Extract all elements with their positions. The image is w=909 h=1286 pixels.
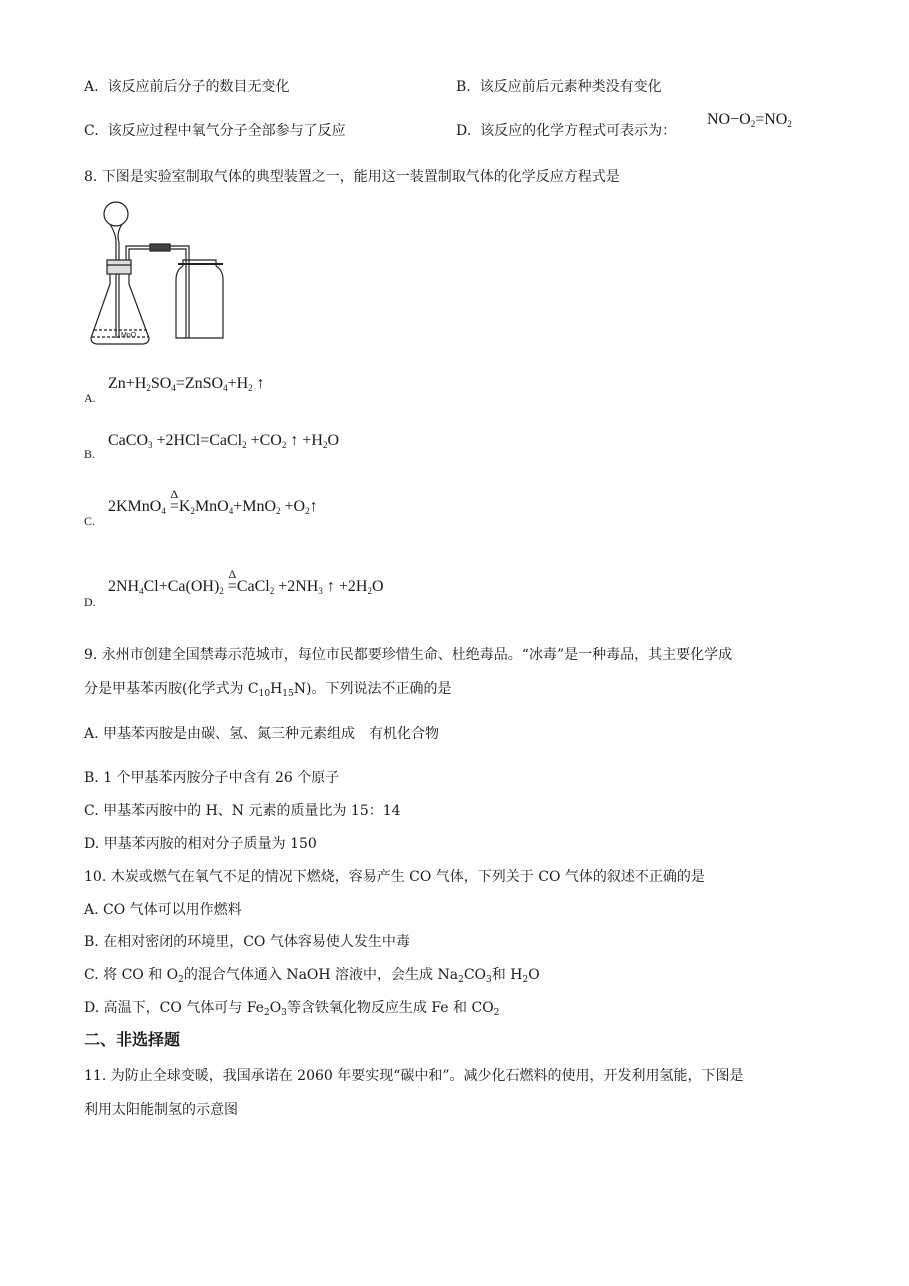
- q10-option-b: B. 在相对密闭的环境里，CO 气体容易使人发生中毒: [84, 934, 410, 950]
- mno2-label: MnO: [121, 332, 137, 339]
- q9-option-d: D. 甲基苯丙胺的相对分子质量为 150: [84, 836, 317, 852]
- section-heading: 二、非选择题: [84, 1030, 181, 1049]
- heat-condition-equals: Δ =: [227, 567, 237, 595]
- q8-option-d-label: D.: [84, 595, 96, 609]
- q10-stem: 10. 木炭或燃气在氧气不足的情况下燃烧，容易产生 CO 气体，下列关于 CO 气体的叙述不正确的是: [84, 869, 705, 885]
- q8-option-d-equation: $2NH_4Cl+Ca(OH)_2$ Δ =CaCl$_2$ $+2NH_3$ ↑ $+2H_2O$: [108, 567, 384, 596]
- q9-stem-line1: 9. 永州市创建全国禁毒示范城市，每位市民都要珍惜生命、杜绝毒品。“冰毒”是一种毒品，其主要化学成: [84, 647, 733, 663]
- q8-option-b-label: B.: [84, 447, 96, 461]
- q8-stem: 8. 下图是实验室制取气体的典型装置之一，能用这一装置制取气体的化学反应方程式是: [84, 169, 620, 185]
- q8-option-a-equation: $Zn+H_2SO_4=ZnSO_4+H_2$ ↑: [108, 375, 265, 393]
- gas-apparatus-figure: [88, 200, 238, 348]
- q7-formula-d: $NO-O_2=NO_2$: [707, 111, 792, 129]
- q9-option-c: C. 甲基苯丙胺中的 H、N 元素的质量比为 15：14: [84, 803, 401, 819]
- q10-option-d: D. 高温下，CO 气体可与 $Fe_2O_3$等含铁氧化物反应生成 Fe 和 $CO_2$: [84, 1000, 500, 1018]
- q8-option-a-label: A.: [84, 391, 96, 405]
- q10-option-c: C. 将 CO 和 $O_2$的混合气体通入 NaOH 溶液中，会生成 $Na_2CO_3$和 $H_2O$: [84, 967, 540, 985]
- q11-line2: 利用太阳能制氢的示意图: [84, 1102, 238, 1118]
- q9-option-b: B. 1 个甲基苯丙胺分子中含有 26 个原子: [84, 770, 340, 786]
- heat-condition-equals: Δ =: [169, 487, 179, 515]
- q7-option-a: A. 该反应前后分子的数目无变化: [84, 79, 290, 95]
- q7-option-d: D. 该反应的化学方程式可表示为：: [456, 123, 677, 139]
- q8-option-c-label: C.: [84, 514, 96, 528]
- q9-stem-line2: 分是甲基苯丙胺(化学式为 $C_{10}H_{15}N$)。下列说法不正确的是: [84, 681, 452, 699]
- q7-option-b: B. 该反应前后元素种类没有变化: [456, 79, 662, 95]
- q8-option-c-equation: 2KMnO$_4$ Δ $=K_2MnO_4+MnO_2$ $+O_2↑$: [108, 487, 318, 516]
- q8-option-b-equation: CaCO$_3$ +2HCl=CaCl$_2$ $+CO_2$ ↑ $+H_2O$: [108, 432, 339, 450]
- q7-option-c: C. 该反应过程中氧气分子全部参与了反应: [84, 123, 346, 139]
- q11-line1: 11. 为防止全球变暖，我国承诺在 2060 年要实现“碳中和”。减少化石燃料的使用，开发利用氢能，下图是: [84, 1068, 744, 1084]
- q10-option-a: A. CO 气体可以用作燃料: [84, 902, 242, 918]
- q9-option-a: A. 甲基苯丙胺是由碳、氢、氮三种元素组成 有机化合物: [84, 726, 440, 742]
